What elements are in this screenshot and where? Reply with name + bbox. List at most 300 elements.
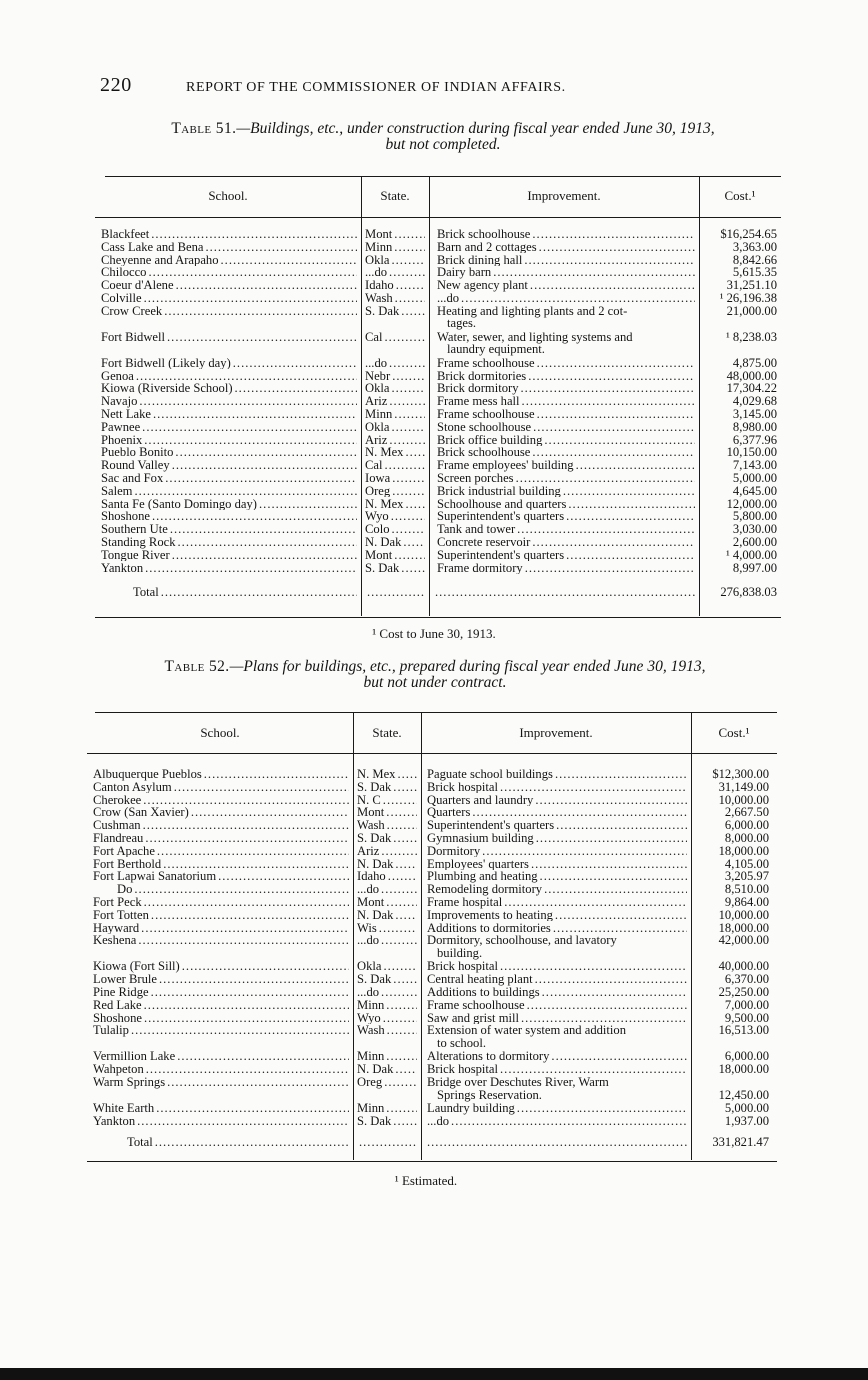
cost-cell [693,896,769,909]
state-cell [365,292,425,305]
state-cell-text: N. C [357,793,381,807]
cost-cell [693,870,769,883]
improvement-continuation: tages. [447,316,477,331]
cost-cell-text: 8,842.66 [732,253,777,267]
cost-cell [693,1050,769,1063]
improvement-continuation: to school. [437,1035,486,1050]
cost-cell [701,549,777,562]
table-row [87,909,777,922]
cost-cell-text: 3,145.00 [732,408,777,421]
improvement-cell-text: Frame schoolhouse [437,408,535,421]
cost-cell [693,1012,769,1025]
improvement-cell [427,768,687,781]
improvement-cell [437,459,695,472]
improvement-cell-text: Tank and tower [437,523,516,536]
table-row [87,858,777,871]
table-52-total-row [87,1136,777,1149]
improvement-cell-text: Brick schoolhouse [437,228,531,241]
improvement-cell [437,329,695,357]
state-cell [365,523,425,536]
school-cell [101,562,357,575]
table-row [87,896,777,909]
school-cell-text: Fort Totten [93,908,149,922]
state-cell [365,434,425,447]
table-row [95,279,781,292]
state-cell [365,446,425,459]
cost-cell [701,279,777,292]
improvement-cell [427,883,687,896]
improvement-cell-text: Brick dining hall [437,253,523,267]
state-cell-text: Minn [357,1102,385,1115]
school-cell-text: Colville [101,292,142,305]
improvement-cell [427,870,687,883]
cost-cell [701,370,777,383]
improvement-cell [427,1023,687,1050]
improvement-continuation: laundry equipment. [447,342,545,357]
improvement-cell-text: New agency plant [437,279,528,292]
improvement-cell [437,536,695,549]
table-51-footnote: ¹ Cost to June 30, 1913. [372,626,496,641]
state-cell [357,1115,417,1128]
table-row [87,973,777,986]
improvement-cell [437,357,695,370]
state-cell-text: ...do [365,266,388,279]
school-cell [101,536,357,549]
table-52-header-improvement: Improvement. [519,725,593,740]
total-improvement-leader [433,586,695,599]
total-state-leader [357,1136,417,1149]
state-cell [357,973,417,986]
cost-cell [701,241,777,254]
cost-cell-text: 4,875.00 [732,356,777,370]
improvement-cell [427,986,687,999]
improvement-cell [427,960,687,973]
improvement-cell-text: Concrete reservoir [437,536,531,549]
state-cell [357,960,417,973]
cost-cell [693,922,769,935]
state-cell-text: Minn [365,408,393,421]
cost-cell-text: 25,250.00 [718,986,769,999]
table-52-footnote: ¹ Estimated. [394,1173,458,1188]
state-cell [357,768,417,781]
school-cell-text: Fort Bidwell [101,330,166,344]
school-cell [101,408,357,421]
school-cell-text: Round Valley [101,459,170,472]
school-cell [93,1012,349,1025]
state-cell-text: Oreg [365,484,391,498]
table-row [95,241,781,254]
cost-cell-text: 10,000.00 [718,793,769,807]
school-cell [93,960,349,973]
school-cell-text: Albuquerque Pueblos [93,768,202,781]
cost-cell [701,459,777,472]
school-cell-text: Red Lake [93,998,142,1012]
state-cell-text: Minn [365,240,393,254]
improvement-cell [437,303,695,331]
cost-cell-text: 5,000.00 [724,1102,769,1115]
cost-cell [701,523,777,536]
table-row [95,549,781,562]
state-cell-text: Idaho [365,279,394,292]
state-cell-text: ...do [365,356,388,370]
cost-cell [701,382,777,395]
school-cell [101,266,357,279]
state-cell [357,922,417,935]
school-cell [101,331,357,344]
improvement-cell-text: Superintendent's quarters [427,819,555,832]
improvement-cell [427,1012,687,1025]
cost-cell-text: 4,105.00 [724,857,769,871]
state-cell [357,986,417,999]
cost-cell [701,305,777,318]
school-cell [101,434,357,447]
state-cell-text: Colo [365,523,390,536]
cost-cell-text: 4,645.00 [732,484,777,498]
state-cell [365,421,425,434]
state-cell-text: Okla [365,420,390,434]
improvement-cell-text: Dormitory [427,844,481,858]
state-cell [357,883,417,896]
school-cell [93,781,349,794]
school-cell [101,305,357,318]
cost-cell [701,254,777,267]
school-cell-text: Fort Bidwell (Likely day) [101,356,231,370]
improvement-cell-text: Brick schoolhouse [437,446,531,459]
school-cell [93,1063,349,1076]
table-51-header-state: State. [380,188,410,203]
improvement-cell-text: Plumbing and heating [427,870,538,883]
school-cell-text: Standing Rock [101,536,176,549]
state-cell [357,909,417,922]
school-cell-text: Southern Ute [101,523,168,536]
cost-cell-text: 6,377.96 [732,433,777,447]
school-cell-text: Fort Berthold [93,857,162,871]
cost-cell [701,292,777,305]
school-cell [93,870,349,883]
improvement-cell-text: Superintendent's quarters [437,548,565,562]
improvement-cell [437,472,695,485]
cost-cell [693,819,769,832]
table-row [87,845,777,858]
state-cell-text: S. Dak [357,973,392,986]
school-cell-text: Hayward [93,921,140,935]
school-cell-text: Fort Peck [93,896,142,909]
state-cell [365,562,425,575]
improvement-cell-text: Frame mess hall [437,395,520,408]
improvement-cell [427,1075,687,1102]
school-cell-text: Phoenix [101,433,143,447]
improvement-cell-text: ...do [437,292,460,305]
table-row [95,498,781,511]
improvement-cell [427,794,687,807]
state-cell-text: N. Mex [357,768,396,781]
school-cell [93,922,349,935]
improvement-cell-text: Brick hospital [427,960,499,973]
improvement-cell-text: Brick industrial building [437,484,561,498]
school-cell [93,794,349,807]
state-cell-text: N. Dak [357,908,394,922]
improvement-cell-text: Brick dormitories [437,369,527,383]
cost-cell [701,266,777,279]
school-cell-text: Yankton [93,1114,136,1128]
table-row [95,408,781,421]
improvement-cell-text: Brick hospital [427,1063,499,1076]
improvement-cell [437,292,695,305]
table-row [87,1050,777,1063]
improvement-cell [437,485,695,498]
improvement-cell-text: Dairy barn [437,266,492,279]
cost-cell-text: $16,254.65 [720,228,777,241]
page-number: 220 [100,74,132,96]
school-cell-text: Yankton [101,561,144,575]
table-row [87,986,777,999]
cost-cell [701,562,777,575]
cost-cell-text: 48,000.00 [726,369,777,383]
cost-cell [701,536,777,549]
cost-cell-text: 7,000.00 [724,998,769,1012]
state-cell-text: S. Dak [365,561,400,575]
improvement-cell-text: Water, sewer, and lighting systems and [437,329,633,344]
table-52-caption-line1: —Plans for buildings, etc., prepared during fiscal year ended June 30, 1913, [229,658,706,675]
state-cell-text: Iowa [365,472,391,485]
improvement-cell-text: ...do [427,1114,450,1128]
cost-cell [693,934,769,947]
cost-cell-text: 8,510.00 [724,883,769,896]
school-cell-text: Keshena [93,934,137,947]
state-cell [357,794,417,807]
cost-cell [693,832,769,845]
state-cell [365,485,425,498]
state-cell [357,999,417,1012]
total-state-leader [365,586,425,599]
improvement-cell-text: Heating and lighting plants and 2 cot- [437,303,628,318]
state-cell [357,781,417,794]
school-cell-text: Fort Lapwai Sanatorium [93,870,217,883]
table-52-header-school: School. [200,725,240,740]
school-cell-text: Pueblo Bonito [101,446,174,459]
state-cell [365,382,425,395]
state-cell-text: Idaho [357,870,386,883]
state-cell-text: Cal [365,459,383,472]
state-cell [365,279,425,292]
school-cell-text: Pine Ridge [93,986,149,999]
state-cell-text: N. Dak [357,1063,394,1076]
state-cell-text: Wash [357,1024,385,1037]
improvement-cell-text: Improvements to heating [427,908,553,922]
state-cell-text: Minn [357,998,385,1012]
school-cell [117,883,349,896]
cost-cell [701,510,777,523]
state-cell [365,395,425,408]
cost-cell-text: 2,600.00 [732,536,777,549]
state-cell [357,832,417,845]
school-cell [101,510,357,523]
table-row [95,421,781,434]
state-cell-text: Nebr [365,369,391,383]
state-cell [365,266,425,279]
improvement-cell-text: Frame dormitory [437,561,523,575]
table-row [95,370,781,383]
cost-cell [693,1102,769,1115]
improvement-cell-text: Dormitory, schoolhouse, and lavatory [427,933,617,948]
table-52 [87,712,777,1164]
school-cell-text: Tongue River [101,548,170,562]
school-cell [101,459,357,472]
state-cell [357,934,417,947]
table-row [95,329,781,357]
total-improvement-leader [425,1136,687,1149]
scan-page-edge [0,1368,868,1380]
table-52-caption-line2: but not under contract. [363,674,507,691]
cost-cell [693,858,769,871]
cost-cell [693,883,769,896]
school-cell [101,279,357,292]
improvement-cell [437,279,695,292]
improvement-cell [437,510,695,523]
table-row [87,832,777,845]
improvement-cell [437,254,695,267]
cost-cell [693,1089,769,1102]
school-cell [93,896,349,909]
school-cell [93,1024,349,1037]
table-row [95,254,781,267]
state-cell [357,858,417,871]
table-row [87,1023,777,1050]
improvement-cell-text: Gymnasium building [427,832,534,845]
cost-cell-text: 7,143.00 [732,459,777,472]
cost-cell-text: 12,000.00 [726,497,777,511]
improvement-cell [427,999,687,1012]
state-cell-text: Wash [357,819,385,832]
cost-cell-text: 8,997.00 [732,561,777,575]
state-cell-text: Okla [357,960,382,973]
improvement-cell [427,1102,687,1115]
cost-cell [693,794,769,807]
table-52-total-label: Total ..... [127,1136,349,1149]
improvement-cell [427,806,687,819]
school-cell-text: Flandreau [93,832,144,845]
school-cell [93,909,349,922]
improvement-cell-text: Paguate school buildings [427,768,553,781]
cost-cell-text: 10,000.00 [718,908,769,922]
state-cell-text: N. Mex [365,497,404,511]
school-cell [93,1076,349,1089]
improvement-cell-text: Stone schoolhouse [437,420,532,434]
state-cell-text: Minn [357,1050,385,1063]
table-row [95,228,781,241]
table-51-header-school: School. [208,188,248,203]
school-cell-text: Shoshone [93,1011,142,1025]
state-cell-text: Mont [365,228,393,241]
school-cell-text: Coeur d'Alene [101,279,174,292]
school-cell [93,1102,349,1115]
table-row [87,870,777,883]
state-cell [365,549,425,562]
table-51-header-improvement: Improvement. [527,188,601,203]
improvement-cell-text: Additions to dormitories [427,921,551,935]
state-cell-text: Ariz [365,433,388,447]
table-row [87,768,777,781]
state-cell-text: Mont [365,548,393,562]
cost-cell-text: 4,029.68 [732,395,777,408]
improvement-cell [427,832,687,845]
state-cell-text: Ariz [365,395,388,408]
school-cell-text: Crow (San Xavier) [93,806,189,819]
school-cell [101,523,357,536]
school-cell [101,382,357,395]
improvement-cell-text: Frame employees' building [437,459,574,472]
school-cell-text: Shoshone [101,510,150,523]
state-cell-text: ...do [357,883,380,896]
table-51-label: Table 51. [171,120,237,137]
improvement-cell [437,523,695,536]
school-cell [101,370,357,383]
improvement-cell [427,933,687,960]
state-cell [365,536,425,549]
cost-cell-text: $12,300.00 [712,768,769,781]
improvement-cell-text: Schoolhouse and quarters [437,497,567,511]
school-cell-text: Pawnee [101,420,141,434]
state-cell-text: Wash [365,292,393,305]
improvement-cell-text: Central heating plant [427,973,533,986]
cost-cell [693,806,769,819]
school-cell-text: Santa Fe (Santo Domingo day) [101,497,258,511]
school-cell [101,485,357,498]
cost-cell-text: 5,615.35 [732,266,777,279]
table-row [95,485,781,498]
state-cell-text: S. Dak [357,780,392,794]
school-cell [93,832,349,845]
table-51 [95,176,781,621]
improvement-cell [437,266,695,279]
school-cell [101,395,357,408]
school-cell-text: Nett Lake [101,408,151,421]
table-row [95,382,781,395]
state-cell [365,254,425,267]
school-cell [101,549,357,562]
table-row [95,395,781,408]
cost-cell-text: 6,000.00 [724,819,769,832]
cost-cell-text: 31,251.10 [726,279,777,292]
improvement-cell [427,973,687,986]
cost-cell [701,472,777,485]
improvement-cell-text: Brick dormitory [437,382,519,395]
cost-cell-text: ¹ 8,238.03 [725,330,777,344]
cost-cell [693,768,769,781]
school-cell [101,241,357,254]
school-cell [101,357,357,370]
state-cell-text: Wyo [357,1011,381,1025]
cost-cell-text: 5,000.00 [732,472,777,485]
table-51-caption-line2: but not completed. [385,136,501,153]
cost-cell-text: 18,000.00 [718,921,769,935]
school-cell-text: Tulalip [93,1024,129,1037]
state-cell-text: Oreg [357,1076,383,1089]
school-cell-text: Canton Asylum [93,780,172,794]
improvement-cell [427,922,687,935]
table-51-total-row [95,586,781,599]
cost-cell [693,1063,769,1076]
school-cell [93,1115,349,1128]
improvement-cell-text: Frame hospital [427,896,503,909]
cost-cell [701,434,777,447]
school-cell [93,858,349,871]
table-51-total-label: Total ..... [133,586,357,599]
improvement-cell-text: Brick office building [437,433,543,447]
state-cell [357,1102,417,1115]
state-cell [365,472,425,485]
cost-cell [701,357,777,370]
